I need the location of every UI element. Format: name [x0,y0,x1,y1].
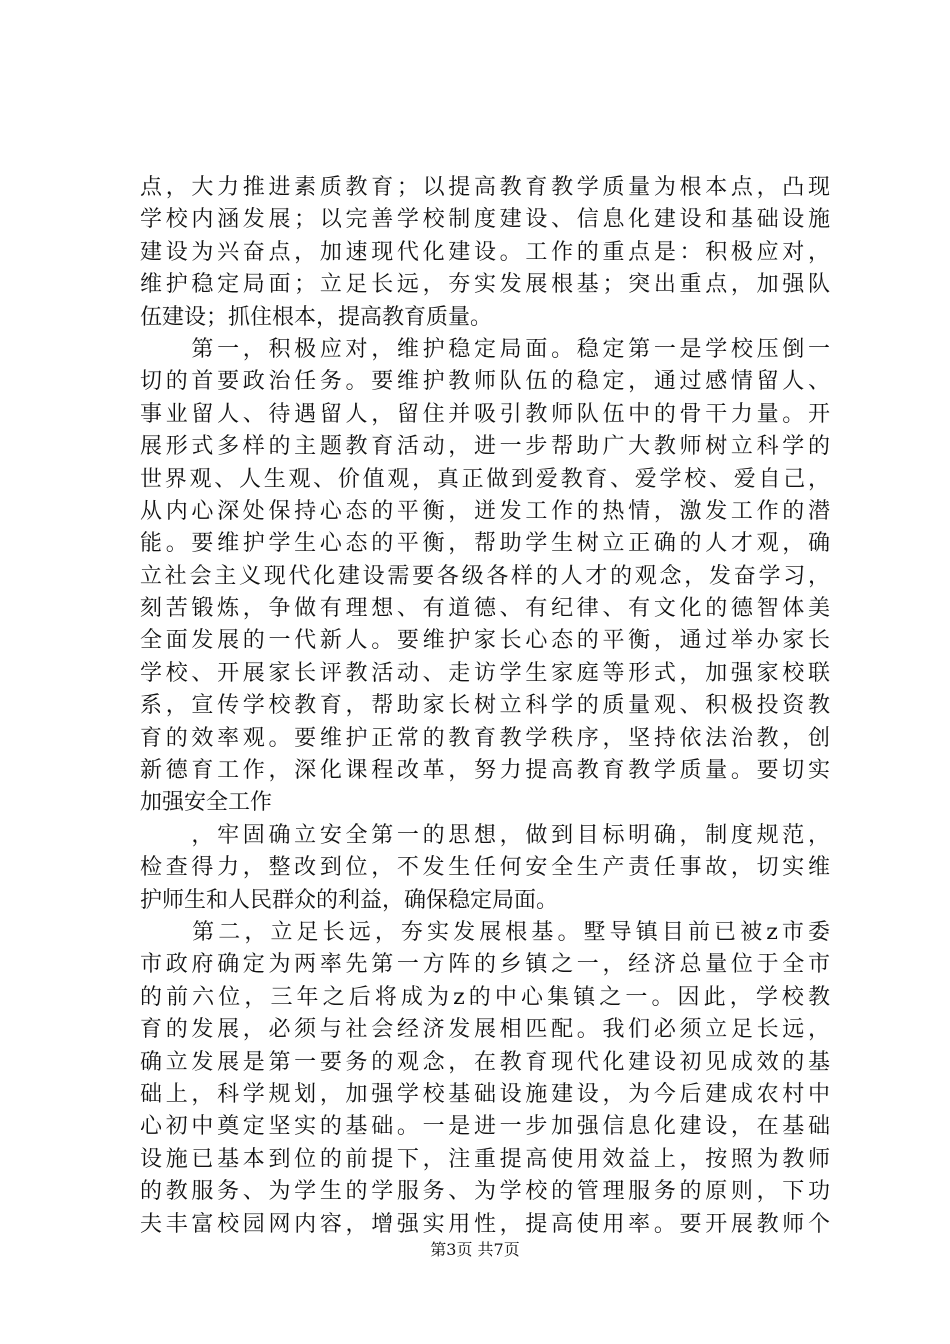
text-line: 切的首要政治任务。要维护教师队伍的稳定，通过感情留人、 [140,369,830,395]
text-line: 育的发展，必须与社会经济发展相匹配。我们必须立足长远， [140,1017,830,1043]
text-line: 夫丰富校园网内容，增强实用性，提高使用率。要开展教师个 [140,1211,830,1237]
text-line: 立社会主义现代化建设需要各级各样的人才的观念，发奋学习， [140,563,830,589]
text-line: 础上，科学规划，加强学校基础设施建设，为今后建成农村中 [140,1081,830,1107]
text-line: 世界观、人生观、价值观，真正做到爱教育、爱学校、爱自己， [140,466,830,492]
text-line: 的教服务、为学生的学服务、为学校的管理服务的原则，下功 [140,1179,830,1205]
text-line: 维护稳定局面；立足长远，夯实发展根基；突出重点，加强队 [140,272,830,298]
text-line: 全面发展的一代新人。要维护家长心态的平衡，通过举办家长 [140,628,830,654]
text-line: 事业留人、待遇留人，留住并吸引教师队伍中的骨干力量。开 [140,401,830,427]
text-line: ，牢固确立安全第一的思想，做到目标明确，制度规范， [140,822,830,848]
text-line: 伍建设；抓住根本，提高教育质量。 [140,304,493,330]
text-line: 建设为兴奋点，加速现代化建设。工作的重点是：积极应对， [140,239,830,265]
text-line: 的前六位，三年之后将成为z的中心集镇之一。因此，学校教 [140,984,830,1010]
text-line: 展形式多样的主题教育活动，进一步帮助广大教师树立科学的 [140,434,830,460]
text-line: 学校、开展家长评教活动、走访学生家庭等形式，加强家校联 [140,660,830,686]
text-line: 点，大力推进素质教育；以提高教育教学质量为根本点，凸现 [140,175,830,200]
text-line: 从内心深处保持心态的平衡，迸发工作的热情，激发工作的潜 [140,498,830,524]
text-line: 刻苦锻炼，争做有理想、有道德、有纪律、有文化的德智体美 [140,596,830,622]
text-line: 第一，积极应对，维护稳定局面。稳定第一是学校压倒一 [140,336,830,362]
text-line: 能。要维护学生心态的平衡，帮助学生树立正确的人才观，确 [140,531,830,557]
text-line: 系，宣传学校教育，帮助家长树立科学的质量观、积极投资教 [140,693,830,719]
body-text [140,172,830,1241]
page-footer: 第3页 共7页 [430,1240,520,1259]
text-line: 第二，立足长远，夯实发展根基。墅导镇目前已被z市委 [140,919,830,945]
text-line: 加强安全工作 [140,790,273,816]
text-line: 检查得力，整改到位，不发生任何安全生产责任事故，切实维 [140,855,830,881]
text-line: 育的效率观。要维护正常的教育教学秩序，坚持依法治教，创 [140,725,830,751]
text-line: 护师生和人民群众的利益，确保稳定局面。 [140,887,559,913]
text-line: 心初中奠定坚实的基础。一是进一步加强信息化建设，在基础 [140,1114,830,1140]
text-line: 市政府确定为两率先第一方阵的乡镇之一，经济总量位于全市 [140,952,830,978]
text-line: 设施已基本到位的前提下，注重提高使用效益上，按照为教师 [140,1146,830,1172]
text-line: 新德育工作，深化课程改革，努力提高教育教学质量。要切实 [140,758,830,784]
text-line: 学校内涵发展；以完善学校制度建设、信息化建设和基础设施 [140,207,830,233]
text-line: 确立发展是第一要务的观念，在教育现代化建设初见成效的基 [140,1049,830,1075]
